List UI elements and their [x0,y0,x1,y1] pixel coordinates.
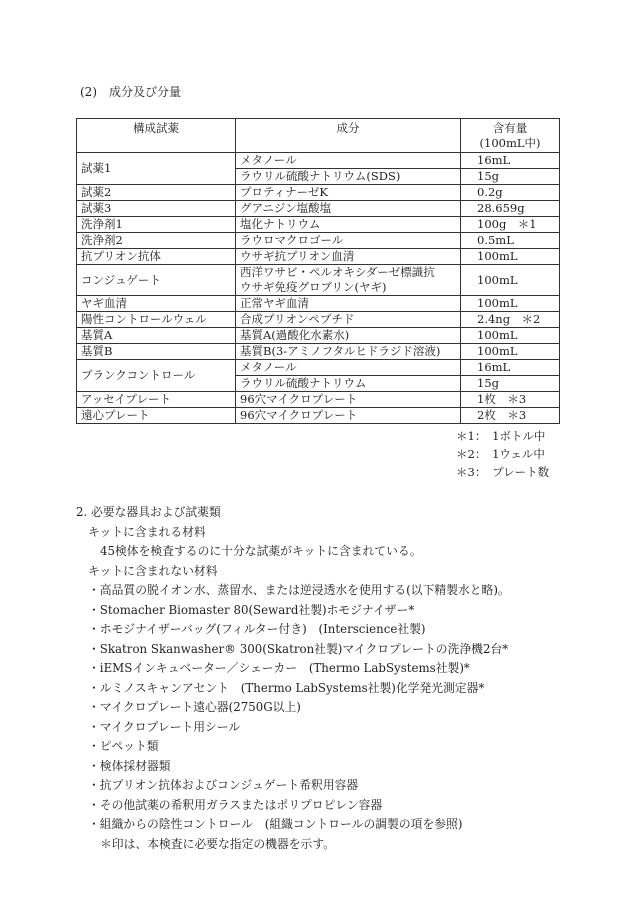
required-items-list [76,581,559,835]
amount-cell: 0.5mL [461,233,560,249]
amount-cell: 15g [461,376,560,392]
required-item: ・高品質の脱イオン水、蒸留水、または逆浸透水を使用する(以下精製水と略)。 [88,583,510,597]
footnote-1: ＊1： 1ボトル中 [456,429,546,443]
footnote-3: ＊3： プレート数 [456,465,550,479]
component-cell [236,265,461,296]
component-cell: 基質B(3-アミノフタルヒドラジド溶液) [236,344,461,360]
footnote-2: ＊2： 1ウェル中 [456,447,545,461]
reagent-cell: 洗浄剤1 [77,217,236,233]
included-text: 45検体を検査するのに十分な試薬がキットに含まれている。 [100,544,422,558]
table-row [77,312,560,328]
reagent-cell: 基質B [77,344,236,360]
reagent-cell: 試薬2 [77,185,236,201]
header-amount [461,119,560,153]
required-item: ・マイクロプレート遠心器(2750G以上) [88,700,301,714]
table-row [77,185,560,201]
included-heading: キットに含まれる材料 [88,524,206,539]
required-item: ・抗プリオン抗体およびコンジュゲート希釈用容器 [88,778,359,792]
amount-cell: 2枚 ＊3 [461,408,560,424]
section-2 [76,503,559,854]
amount-cell: 100mL [461,249,560,265]
component-cell: ラウリル硫酸ナトリウム [236,376,461,392]
section-2-title: 2. 必要な器具および試薬類 [76,505,221,519]
section-heading: (2) 成分及び分量 [80,85,181,99]
table-row [77,408,560,424]
component-cell: プロティナーゼK [236,185,461,201]
required-item: ・ホモジナイザーバッグ(フィルター付き) (Interscience社製) [88,622,426,636]
amount-cell: 100g ＊1 [461,217,560,233]
header-component: 成分 [236,119,461,153]
required-item: ・ルミノスキャンアセント (Thermo LabSystems社製)化学発光測定器* [88,680,485,695]
reagent-cell: 陽性コントロールウェル [77,312,236,328]
component-cell: 塩化ナトリウム [236,217,461,233]
reagent-cell: 試薬3 [77,201,236,217]
component-cell: 正常ヤギ血清 [236,296,461,312]
table-row [77,296,560,312]
component-cell: グアニジン塩酸塩 [236,201,461,217]
table-row [77,249,560,265]
reagent-cell: 試薬1 [77,153,236,185]
reagent-cell: コンジュゲート [77,265,236,296]
table-row [77,392,560,408]
component-cell: メタノール [236,360,461,376]
not-included-heading: キットに含まれない材料 [88,563,218,578]
required-item: ・検体採材器類 [88,758,171,773]
required-item: ・マイクロプレート用シール [88,719,241,734]
amount-cell: 100mL [461,328,560,344]
table-row [77,328,560,344]
table-header-row [77,119,560,153]
component-cell: 基質A(過酸化水素水) [236,328,461,344]
required-item: ・Stomacher Biomaster 80(Seward社製)ホモジナイザー* [88,602,415,617]
component-line-1: 西洋ワサビ・ペルオキシダーゼ標識抗 [240,265,435,279]
amount-cell: 1枚 ＊3 [461,392,560,408]
reagent-cell: アッセイプレート [77,392,236,408]
amount-cell: 16mL [461,153,560,169]
table-row [77,233,560,249]
table-row [77,265,560,296]
reagent-cell: 基質A [77,328,236,344]
component-cell: メタノール [236,153,461,169]
reagent-cell: 遠心プレート [77,408,236,424]
amount-cell: 2.4ng ＊2 [461,312,560,328]
component-cell: ウサギ抗プリオン血清 [236,249,461,265]
composition-table [76,118,560,424]
table-row [77,201,560,217]
required-item: ・iEMSインキュベーター／シェーカー (Thermo LabSystems社製)* [88,661,470,675]
component-cell: ラウリル硫酸ナトリウム(SDS) [236,169,461,185]
amount-cell: 100mL [461,344,560,360]
amount-cell: 28.659g [461,201,560,217]
component-cell: 96穴マイクロプレート [236,392,461,408]
amount-cell: 0.2g [461,185,560,201]
table-row [77,344,560,360]
component-cell: 96穴マイクロプレート [236,408,461,424]
amount-cell: 100mL [461,296,560,312]
required-item: ・その他試薬の希釈用ガラスまたはポリプロピレン容器 [88,797,383,812]
asterisk-note: ＊印は、本検査に必要な指定の機器を示す。 [100,836,335,851]
required-item: ・ピペット類 [88,739,159,753]
table-row [77,153,560,169]
footnotes [76,427,559,481]
header-amount-label: 含有量 [492,121,528,135]
component-cell: 合成プリオンペプチド [236,312,461,328]
reagent-cell: 抗プリオン抗体 [77,249,236,265]
amount-cell: 100mL [461,265,560,296]
reagent-cell: 洗浄剤2 [77,233,236,249]
required-item: ・Skatron Skanwasher® 300(Skatron社製)マイクロプレートの洗浄機2台* [88,641,509,656]
header-reagent: 構成試薬 [77,119,236,153]
reagent-cell: ブランクコントロール [77,360,236,392]
component-cell: ラウロマクロゴール [236,233,461,249]
amount-cell: 16mL [461,360,560,376]
component-line-2: ウサギ免疫グロブリン(ヤギ) [240,280,387,294]
document-body [76,118,559,854]
required-item: ・組織からの陰性コントロール (組織コントロールの調製の項を参照) [88,817,463,831]
header-amount-unit: (100mL中) [479,136,541,150]
table-row [77,360,560,376]
amount-cell: 15g [461,169,560,185]
table-row [77,217,560,233]
reagent-cell: ヤギ血清 [77,296,236,312]
